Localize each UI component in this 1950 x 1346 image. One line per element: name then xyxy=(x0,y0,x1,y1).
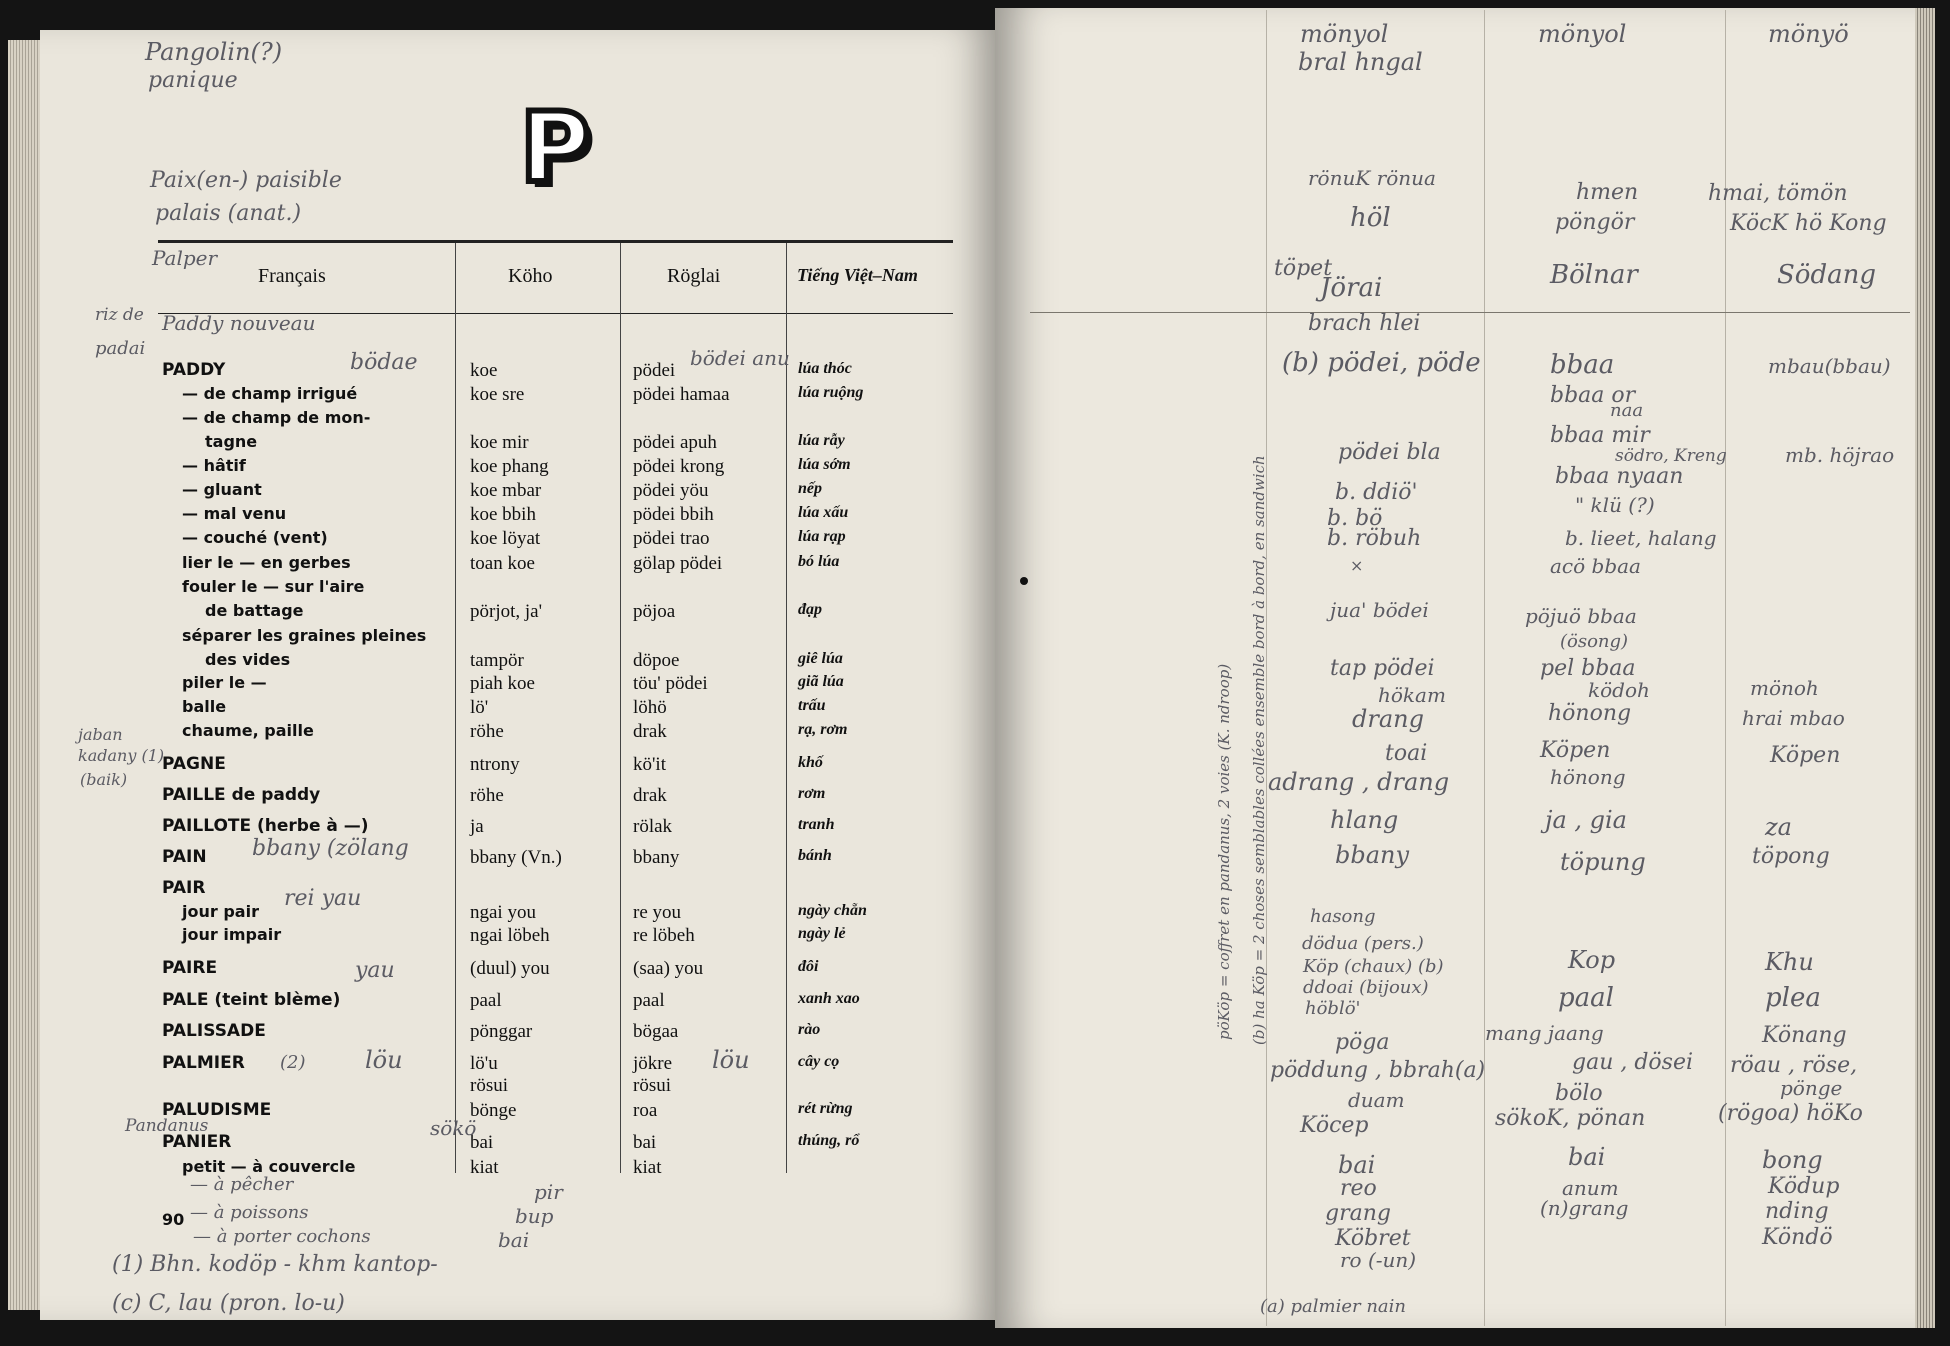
handwritten-note: ddoai (bijoux) xyxy=(1303,977,1429,998)
entry-vn: lúa rạp xyxy=(798,528,846,545)
entry-ko: lö'u xyxy=(470,1053,498,1074)
entry-ko: koe mir xyxy=(470,432,529,453)
handwritten-column-header: mönyö xyxy=(1768,20,1849,48)
entry-fr: fouler le — sur l'aire xyxy=(182,577,365,596)
entry-vn: trấu xyxy=(798,697,826,714)
handwritten-note: bbany (zölang xyxy=(252,836,409,861)
handwritten-note: höl xyxy=(1350,203,1391,233)
entry-ko: pönggar xyxy=(470,1021,533,1042)
handwritten-note: tap pödei xyxy=(1330,656,1435,681)
entry-vn: lúa rẫy xyxy=(798,432,845,449)
entry-ko: (duul) you xyxy=(470,958,550,979)
entry-ro: pödei apuh xyxy=(633,432,717,453)
entry-fr: des vides xyxy=(205,650,291,669)
handwritten-note: Köbret xyxy=(1335,1226,1411,1251)
handwritten-note: bbaa or xyxy=(1550,383,1636,408)
handwritten-note: bölo xyxy=(1555,1081,1603,1106)
handwritten-note: (rögoa) höKo xyxy=(1718,1101,1863,1126)
column-divider xyxy=(620,243,621,1173)
handwritten-note: bai xyxy=(1568,1143,1606,1171)
entry-ko: bönge xyxy=(470,1100,517,1121)
handwritten-column-header: mönyol xyxy=(1538,20,1627,48)
handwritten-note: (n)grang xyxy=(1540,1196,1629,1220)
entry-ro: (saa) you xyxy=(633,958,704,979)
section-letter: P xyxy=(520,92,591,204)
handwritten-note: plea xyxy=(1765,983,1821,1013)
handwritten-note: pödei bla xyxy=(1338,440,1441,465)
entry-vn: rơm xyxy=(798,785,826,802)
entry-ro: re löbeh xyxy=(633,925,695,946)
handwritten-note: bbaa mir xyxy=(1550,423,1650,448)
handwritten-note: pöga xyxy=(1335,1030,1390,1055)
entry-fr: — hâtif xyxy=(182,456,246,475)
entry-ro: löhö xyxy=(633,697,667,718)
handwritten-note: (baik) xyxy=(80,770,128,789)
handwritten-note: Khu xyxy=(1765,948,1814,976)
entry-ro: rösui xyxy=(633,1075,671,1096)
header-roglai: Röglai xyxy=(667,265,721,287)
entry-ro: bbany xyxy=(633,847,680,868)
entry-vn: thúng, rổ xyxy=(798,1132,860,1149)
handwritten-note: yau xyxy=(355,958,395,983)
entry-fr: — gluant xyxy=(182,480,262,499)
handwritten-note: töpet xyxy=(1274,256,1333,281)
entry-ko: röhe xyxy=(470,721,504,742)
entry-ro: pödei trao xyxy=(633,528,710,549)
handwritten-note: mbau(bbau) xyxy=(1768,354,1891,378)
entry-vn: đôi xyxy=(798,958,819,975)
handwritten-note: bbaa nyaan xyxy=(1555,464,1684,489)
entry-fr: — de champ de mon- xyxy=(182,408,371,427)
entry-vn: đạp xyxy=(798,601,822,618)
handwritten-note: Köp (chaux) (b) xyxy=(1303,956,1444,977)
entry-ro: roa xyxy=(633,1100,658,1121)
handwritten-note: × xyxy=(1350,556,1364,575)
handwritten-note: pönge xyxy=(1780,1076,1843,1100)
entry-fr: PALE (teint blème) xyxy=(162,990,341,1010)
entry-ro: re you xyxy=(633,902,682,923)
handwritten-note: (c) C, lau (pron. lo-u) xyxy=(112,1291,345,1316)
handwritten-note: rei yau xyxy=(284,886,362,911)
entry-vn: lúa thóc xyxy=(798,360,852,377)
handwritten-note: (a) palmier nain xyxy=(1260,1296,1406,1317)
entry-ko: röhe xyxy=(470,785,504,806)
handwritten-note: Köpen xyxy=(1770,743,1841,768)
entry-ro: drak xyxy=(633,721,667,742)
entry-ro: pödei xyxy=(633,360,676,381)
column-divider xyxy=(455,243,456,1173)
right-column-line xyxy=(1484,10,1485,1326)
entry-ro: paal xyxy=(633,990,665,1011)
handwritten-note: hönong xyxy=(1550,765,1626,789)
handwritten-note: grang xyxy=(1325,1201,1391,1226)
handwritten-note: bbaa xyxy=(1550,350,1615,380)
entry-ko: koe mbar xyxy=(470,480,542,501)
handwritten-note: duam xyxy=(1348,1088,1405,1112)
entry-fr: PAIR xyxy=(162,878,206,898)
entry-ro: pöjoa xyxy=(633,601,676,622)
entry-ko: koe phang xyxy=(470,456,549,477)
entry-ro: pödei hamaa xyxy=(633,384,730,405)
handwritten-note: drang xyxy=(1352,705,1424,733)
entry-fr: piler le — xyxy=(182,673,267,692)
handwritten-note: KöcK hö Kong xyxy=(1730,211,1887,236)
handwritten-note: hmen xyxy=(1576,180,1639,205)
entry-ro: pödei yöu xyxy=(633,480,709,501)
entry-fr: balle xyxy=(182,697,227,716)
entry-fr: de battage xyxy=(205,601,304,620)
handwritten-note: bai xyxy=(498,1228,530,1252)
handwritten-note: reo xyxy=(1340,1176,1377,1201)
handwritten-note: rönuK rönua xyxy=(1308,166,1436,190)
entry-fr: PAIRE xyxy=(162,958,218,978)
entry-vn: giê lúa xyxy=(798,650,843,667)
handwritten-note: Pangolin(?) xyxy=(145,38,283,66)
handwritten-note: hökam xyxy=(1378,683,1446,707)
entry-ro: kiat xyxy=(633,1157,662,1178)
entry-vn: ngày chẵn xyxy=(798,902,867,919)
column-divider xyxy=(786,243,787,1173)
handwritten-note: — à pêcher xyxy=(190,1174,294,1195)
vertical-handwritten-note: pöKöp = coffret en pandanus, 2 voies (K. ndroop) xyxy=(1215,663,1233,1040)
top-rule xyxy=(158,240,953,243)
handwritten-note: sökoK, pönan xyxy=(1495,1106,1646,1131)
entry-fr: — mal venu xyxy=(182,504,287,523)
handwritten-note: panique xyxy=(148,68,238,93)
handwritten-note: bong xyxy=(1762,1146,1823,1174)
entry-vn: tranh xyxy=(798,816,835,833)
handwritten-note: kadany (1) xyxy=(78,746,165,765)
handwritten-note: palais (anat.) xyxy=(155,201,302,226)
handwritten-note: Köndö xyxy=(1762,1225,1833,1250)
entry-vn: ngày lẻ xyxy=(798,925,846,942)
handwritten-note: Paddy nouveau xyxy=(162,311,316,335)
handwritten-note: jaban xyxy=(78,725,123,744)
handwritten-note: acö bbaa xyxy=(1550,554,1641,578)
entry-ro: kö'it xyxy=(633,754,666,775)
entry-ko: ntrony xyxy=(470,754,520,775)
left-page-edge xyxy=(8,40,44,1310)
entry-ko: tampör xyxy=(470,650,524,671)
entry-fr: PAILLOTE (herbe à —) xyxy=(162,816,369,836)
handwritten-note: löu xyxy=(365,1046,403,1074)
header-francais: Français xyxy=(258,265,326,287)
handwritten-note: Köpen xyxy=(1540,738,1611,763)
handwritten-note: Pandanus xyxy=(125,1116,209,1136)
handwritten-column-header: bral hngal xyxy=(1298,48,1423,76)
entry-vn: xanh xao xyxy=(798,990,860,1007)
handwritten-note: bup xyxy=(515,1204,554,1228)
handwritten-note: röau , röse, xyxy=(1730,1053,1858,1078)
handwritten-note: (b) pödei, pöde xyxy=(1282,348,1481,378)
entry-ro: döpoe xyxy=(633,650,680,671)
entry-ko: paal xyxy=(470,990,502,1011)
handwritten-note: Jörai xyxy=(1320,273,1383,303)
entry-ko: ngai you xyxy=(470,902,536,923)
handwritten-note: toai xyxy=(1385,741,1428,766)
entry-vn: lúa xấu xyxy=(798,504,849,521)
handwritten-note: riz de xyxy=(95,305,144,325)
entry-vn: nếp xyxy=(798,480,822,497)
handwritten-note: b. lieet, halang xyxy=(1565,526,1717,550)
vertical-handwritten-note: (b) ha Köp = 2 choses semblables collées ensemble bord à bord, en sandwich xyxy=(1250,455,1268,1045)
handwritten-note: (2) xyxy=(280,1052,306,1073)
handwritten-note: naa xyxy=(1610,400,1644,421)
handwritten-note: pel bbaa xyxy=(1540,656,1636,681)
entry-fr: PADDY xyxy=(162,360,226,380)
handwritten-note: anum xyxy=(1562,1176,1619,1200)
handwritten-note: hrai mbao xyxy=(1742,706,1845,730)
handwritten-note: — à poissons xyxy=(190,1202,309,1223)
handwritten-note: mb. höjrao xyxy=(1785,443,1895,467)
right-page-edge xyxy=(1915,8,1935,1328)
handwritten-note: Könang xyxy=(1762,1023,1847,1048)
entry-ko: lö' xyxy=(470,697,489,718)
handwritten-note: — à porter cochons xyxy=(193,1226,371,1247)
entry-fr: PANIER xyxy=(162,1132,232,1152)
entry-fr: — de champ irrigué xyxy=(182,384,358,403)
handwritten-note: sökö xyxy=(430,1116,477,1140)
handwritten-note: töpung xyxy=(1560,848,1646,876)
handwritten-note: mönoh xyxy=(1750,676,1819,700)
handwritten-note: " klü (?) xyxy=(1575,493,1655,517)
handwritten-note: Paix(en-) paisible xyxy=(150,168,342,193)
right-header-line xyxy=(1030,312,1910,313)
handwritten-note: hönong xyxy=(1548,701,1632,726)
header-vietnamese: Tiếng Việt–Nam xyxy=(797,265,918,285)
entry-vn: bánh xyxy=(798,847,832,864)
entry-fr: lier le — en gerbes xyxy=(182,553,351,572)
entry-ko: koe sre xyxy=(470,384,525,405)
entry-ko: ja xyxy=(470,816,484,837)
handwritten-note: nding xyxy=(1765,1199,1829,1224)
handwritten-note: bai xyxy=(1338,1151,1376,1179)
entry-vn: khố xyxy=(798,754,823,771)
entry-vn: rét rừng xyxy=(798,1100,853,1117)
handwritten-note: (1) Bhn. kodöp - khm kantop- xyxy=(112,1252,438,1277)
entry-ro: töu' pödei xyxy=(633,673,708,694)
header-koho: Köho xyxy=(508,265,553,287)
entry-ro: pödei bbih xyxy=(633,504,714,525)
handwritten-note: b. bö xyxy=(1327,506,1383,531)
entry-fr: jour pair xyxy=(182,902,259,921)
entry-ro: bögaa xyxy=(633,1021,679,1042)
handwritten-note: Södang xyxy=(1777,260,1876,290)
entry-fr: PAILLE de paddy xyxy=(162,785,321,805)
entry-ko: kiat xyxy=(470,1157,499,1178)
handwritten-note: mang jaang xyxy=(1485,1021,1604,1045)
handwritten-note: za xyxy=(1765,813,1792,841)
handwritten-note: brach hlei xyxy=(1308,311,1421,336)
entry-fr: — couché (vent) xyxy=(182,528,328,547)
entry-ko: pörjot, ja' xyxy=(470,601,543,622)
entry-fr: PAGNE xyxy=(162,754,226,774)
page-number: 90 xyxy=(162,1210,185,1229)
entry-ro: bai xyxy=(633,1132,657,1153)
handwritten-note: Bölnar xyxy=(1550,260,1638,290)
handwritten-note: höblö' xyxy=(1305,998,1361,1019)
entry-vn: bó lúa xyxy=(798,553,840,570)
handwritten-note: hlang xyxy=(1330,806,1399,834)
handwritten-note: löu xyxy=(712,1046,750,1074)
handwritten-note: Kop xyxy=(1568,946,1616,974)
entry-fr: jour impair xyxy=(182,925,282,944)
entry-ko: ngai löbeh xyxy=(470,925,550,946)
entry-vn: lúa sớm xyxy=(798,456,851,473)
handwritten-note: Ködup xyxy=(1768,1174,1840,1199)
right-page xyxy=(995,8,1917,1328)
right-column-line xyxy=(1725,10,1726,1326)
handwritten-note: jua' bödei xyxy=(1330,598,1429,622)
handwritten-note: pöngör xyxy=(1555,210,1635,235)
handwritten-note: b. ddiö' xyxy=(1335,480,1418,505)
handwritten-note: bödei anu xyxy=(690,346,790,370)
entry-fr: PALISSADE xyxy=(162,1021,266,1041)
handwritten-note: bödae xyxy=(350,350,418,375)
entry-vn: rạ, rơm xyxy=(798,721,848,738)
entry-fr: chaume, paille xyxy=(182,721,314,740)
handwritten-note: Palper xyxy=(152,246,218,270)
handwritten-note: gau , dösei xyxy=(1572,1050,1694,1075)
entry-vn: rào xyxy=(798,1021,821,1038)
handwritten-column-header: mönyol xyxy=(1300,20,1389,48)
handwritten-note: ro (-un) xyxy=(1340,1248,1417,1272)
entry-ro: pödei krong xyxy=(633,456,725,477)
entry-ro: drak xyxy=(633,785,667,806)
entry-ro: jökre xyxy=(633,1053,673,1074)
entry-fr: séparer les graines pleines xyxy=(182,626,427,645)
entry-ko: koe xyxy=(470,360,498,381)
handwritten-note: pöjuö bbaa xyxy=(1525,604,1637,628)
entry-fr: tagne xyxy=(205,432,258,451)
entry-ro: rölak xyxy=(633,816,673,837)
handwritten-note: b. röbuh xyxy=(1327,526,1422,551)
entry-ko: bai xyxy=(470,1132,494,1153)
hole-dot xyxy=(1020,577,1028,585)
handwritten-note: adrang , drang xyxy=(1268,768,1450,796)
entry-ko: toan koe xyxy=(470,553,535,574)
entry-ko: piah koe xyxy=(470,673,535,694)
handwritten-note: paal xyxy=(1558,983,1614,1013)
entry-ro: gölap pödei xyxy=(633,553,723,574)
entry-vn: cây cọ xyxy=(798,1053,840,1070)
handwritten-note: pöddung , bbrah(a) xyxy=(1270,1058,1486,1083)
handwritten-note: hasong xyxy=(1310,906,1376,927)
entry-vn: giã lúa xyxy=(798,673,844,690)
handwritten-note: södro, Kreng xyxy=(1615,446,1727,466)
handwritten-note: pir xyxy=(534,1180,563,1204)
handwritten-note: bbany xyxy=(1335,841,1410,869)
entry-fr: PALMIER xyxy=(162,1053,245,1073)
entry-fr: petit — à couvercle xyxy=(182,1157,356,1176)
handwritten-note: ja , gia xyxy=(1545,806,1627,834)
handwritten-note: töpong xyxy=(1752,844,1830,869)
handwritten-note: ködoh xyxy=(1588,678,1650,702)
entry-ko: koe bbih xyxy=(470,504,536,525)
entry-ko: koe löyat xyxy=(470,528,541,549)
handwritten-note: (ösong) xyxy=(1560,631,1629,652)
handwritten-note: padai xyxy=(95,338,146,359)
entry-fr: PALUDISME xyxy=(162,1100,272,1120)
entry-fr: PAIN xyxy=(162,847,207,867)
handwritten-note: hmai, tömön xyxy=(1708,181,1848,206)
entry-vn: lúa ruộng xyxy=(798,384,864,401)
handwritten-note: Köcep xyxy=(1300,1113,1369,1138)
handwritten-note: dödua (pers.) xyxy=(1302,933,1424,954)
entry-ko: bbany (Vn.) xyxy=(470,847,562,868)
entry-ko: rösui xyxy=(470,1075,508,1096)
